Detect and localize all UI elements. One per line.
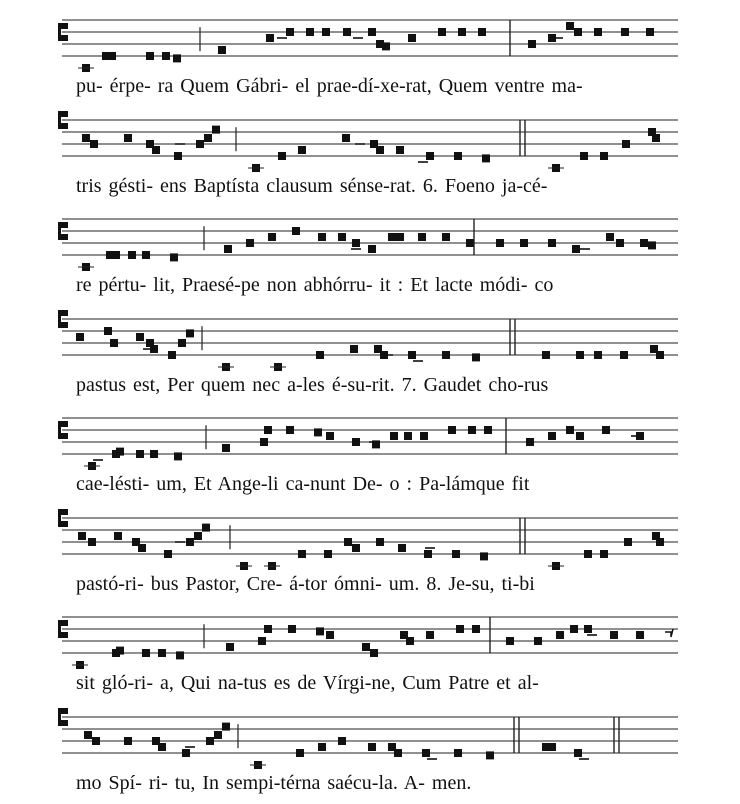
neume-note (548, 432, 556, 440)
staff (0, 106, 740, 172)
neume-note (398, 544, 406, 552)
neume-note (454, 152, 462, 160)
neume-note (442, 233, 450, 241)
neume-note (224, 245, 232, 253)
double-bar (520, 518, 525, 554)
neume-note (204, 134, 212, 142)
neume-note (426, 152, 434, 160)
neume-note (620, 351, 628, 359)
neume-note (570, 625, 578, 633)
double-bar (510, 319, 515, 355)
neume-note (214, 731, 222, 739)
staff (0, 703, 740, 769)
staff (0, 504, 740, 570)
neume-note (648, 241, 656, 249)
neume-note (368, 245, 376, 253)
neume-note (442, 351, 450, 359)
neume-note (594, 351, 602, 359)
neume-note (454, 749, 462, 757)
double-bar (520, 120, 525, 156)
neume-note (576, 351, 584, 359)
neume-note (316, 627, 324, 635)
chant-system (0, 703, 740, 803)
lyric-line: pastus est, Per quem nec a-les é-su-rit. 7. Gaudet cho-rus (76, 373, 549, 396)
neume-note (480, 552, 488, 560)
neume-note (534, 637, 542, 645)
neume-note (124, 134, 132, 142)
neume-note (382, 42, 390, 50)
neume-note (298, 550, 306, 558)
neume-note (90, 140, 98, 148)
neume-note (472, 625, 480, 633)
neume-note (352, 239, 360, 247)
neume-note (368, 28, 376, 36)
neume-note (520, 239, 528, 247)
neume-note (640, 239, 648, 247)
neume-note (584, 625, 592, 633)
neume-note (600, 550, 608, 558)
neume-note (388, 233, 396, 241)
neume-note (286, 426, 294, 434)
chant-system (0, 305, 740, 405)
neume-note (376, 538, 384, 546)
neume-note (186, 538, 194, 546)
neume-note (142, 251, 150, 259)
neume-note (222, 722, 230, 730)
chant-system (0, 603, 740, 703)
lyric-line: sit gló-ri- a, Qui na-tus es de Vírgi-ne, Cum Patre et al- (76, 672, 539, 694)
neume-note (426, 631, 434, 639)
neume-note (574, 28, 582, 36)
neume-note (174, 152, 182, 160)
neume-note (338, 737, 346, 745)
neume-note (458, 28, 466, 36)
staff (0, 205, 740, 271)
neume-note (110, 339, 118, 347)
neume-note (176, 651, 184, 659)
neume-note (286, 28, 294, 36)
neume-note (396, 146, 404, 154)
neume-note (408, 351, 416, 359)
chant-system (0, 404, 740, 504)
neume-note (362, 643, 370, 651)
neume-note (324, 550, 332, 558)
neume-note (528, 40, 536, 48)
neume-note (526, 438, 534, 446)
lyric-line: mo Spí- ri- tu, In sempi-térna saécu-la. A- men. (76, 771, 472, 794)
neume-note (202, 523, 210, 531)
neume-note (368, 743, 376, 751)
neume-note (318, 743, 326, 751)
neume-note (484, 426, 492, 434)
neume-note (406, 637, 414, 645)
neume-note (656, 538, 664, 546)
neume-note (266, 34, 274, 42)
neume-note (212, 125, 220, 133)
neume-note (566, 22, 574, 30)
neume-note (452, 550, 460, 558)
neume-note (622, 140, 630, 148)
neume-note (318, 233, 326, 241)
neume-note (112, 251, 120, 259)
neume-note (396, 233, 404, 241)
neume-note (636, 631, 644, 639)
lyric-line: pu- érpe- ra Quem Gábri- el prae-dí-xe-rat, Quem ventre ma- (76, 75, 583, 97)
neume-note (150, 450, 158, 458)
neume-note (496, 239, 504, 247)
neume-note (136, 450, 144, 458)
neume-note (344, 538, 352, 546)
neume-note (468, 426, 476, 434)
neume-note (138, 544, 146, 552)
neume-note (322, 28, 330, 36)
neume-note (350, 345, 358, 353)
chant-system (0, 504, 740, 604)
staff (0, 6, 740, 72)
lyric-line: cae-lésti- um, Et Ange-li ca-nunt De- o : Pa-lámque fit (76, 473, 530, 495)
lyric-line: pastó-ri- bus Pastor, Cre- á-tor ómni- um. 8. Je-su, ti-bi (76, 572, 535, 595)
neume-note (326, 432, 334, 440)
neume-note (394, 749, 402, 757)
neume-note (158, 743, 166, 751)
neume-note (656, 351, 664, 359)
neume-note (646, 28, 654, 36)
neume-note (566, 426, 574, 434)
neume-note (104, 327, 112, 335)
neume-note (408, 34, 416, 42)
neume-note (92, 737, 100, 745)
neume-note (343, 28, 351, 36)
neume-note (506, 637, 514, 645)
lyric-line: re pértu- lit, Praesé-pe non abhórru- it : Et lacte módi- co (76, 274, 554, 296)
neume-note (168, 351, 176, 359)
neume-note (222, 444, 230, 452)
custos-mark (665, 629, 673, 637)
neume-note (298, 146, 306, 154)
neume-note (486, 751, 494, 759)
neume-note (124, 737, 132, 745)
neume-note (76, 333, 84, 341)
neume-note (574, 749, 582, 757)
neume-note (288, 625, 296, 633)
neume-note (226, 643, 234, 651)
neume-note (306, 28, 314, 36)
neume-note (482, 154, 490, 162)
double-bar (514, 717, 519, 753)
chant-system (0, 106, 740, 206)
neume-note (314, 428, 322, 436)
neume-note (556, 631, 564, 639)
neume-note (264, 426, 272, 434)
neume-note (602, 426, 610, 434)
neume-note (448, 426, 456, 434)
neume-note (580, 152, 588, 160)
neume-note (84, 731, 92, 739)
neume-note (264, 625, 272, 633)
neume-note (278, 152, 286, 160)
neume-note (370, 649, 378, 657)
neume-note (422, 749, 430, 757)
neume-note (466, 239, 474, 247)
neume-note (182, 749, 190, 757)
neume-note (258, 637, 266, 645)
neume-note (206, 737, 214, 745)
neume-note (326, 631, 334, 639)
lyric-line: tris gésti- ens Baptísta clausum sénse-rat. 6. Foeno ja-cé- (76, 174, 548, 197)
neume-note (438, 28, 446, 36)
neume-note (178, 339, 186, 347)
neume-note (610, 631, 618, 639)
neume-note (594, 28, 602, 36)
neume-note (600, 152, 608, 160)
neume-note (186, 329, 194, 337)
neume-note (292, 227, 300, 235)
neume-note (652, 134, 660, 142)
neume-note (88, 538, 96, 546)
neume-note (338, 233, 346, 241)
neume-note (621, 28, 629, 36)
neume-note (478, 28, 486, 36)
neume-note (78, 532, 86, 540)
neume-note (584, 550, 592, 558)
double-bar (614, 717, 619, 753)
neume-note (572, 245, 580, 253)
neume-note (420, 432, 428, 440)
neume-note (136, 333, 144, 341)
neume-note (316, 351, 324, 359)
neume-note (404, 432, 412, 440)
neume-note (352, 544, 360, 552)
neume-note (170, 253, 178, 261)
neume-note (114, 532, 122, 540)
neume-note (152, 146, 160, 154)
neume-note (82, 134, 90, 142)
neume-note (376, 146, 384, 154)
neume-note (260, 438, 268, 446)
neume-note (173, 54, 181, 62)
neume-note (548, 743, 556, 751)
staff (0, 404, 740, 470)
neume-note (146, 52, 154, 60)
neume-note (548, 239, 556, 247)
neume-note (164, 550, 172, 558)
staff (0, 305, 740, 371)
neume-note (218, 46, 226, 54)
staff (0, 603, 740, 669)
neume-note (418, 233, 426, 241)
neume-note (128, 251, 136, 259)
neume-note (424, 550, 432, 558)
neume-note (194, 532, 202, 540)
neume-note (542, 351, 550, 359)
neume-note (196, 140, 204, 148)
neume-note (108, 52, 116, 60)
neume-note (268, 233, 276, 241)
neume-note (246, 239, 254, 247)
neume-note (616, 239, 624, 247)
neume-note (456, 625, 464, 633)
neume-note (142, 649, 150, 657)
neume-note (174, 452, 182, 460)
neume-note (472, 353, 480, 361)
neume-note (158, 649, 166, 657)
chant-system (0, 205, 740, 305)
chant-system (0, 6, 740, 106)
neume-note (162, 52, 170, 60)
neume-note (390, 432, 398, 440)
neume-note (296, 749, 304, 757)
neume-note (342, 134, 350, 142)
neume-note (352, 438, 360, 446)
neume-note (116, 647, 124, 655)
neume-note (116, 448, 124, 456)
neume-note (576, 432, 584, 440)
neume-note (606, 233, 614, 241)
neume-note (624, 538, 632, 546)
